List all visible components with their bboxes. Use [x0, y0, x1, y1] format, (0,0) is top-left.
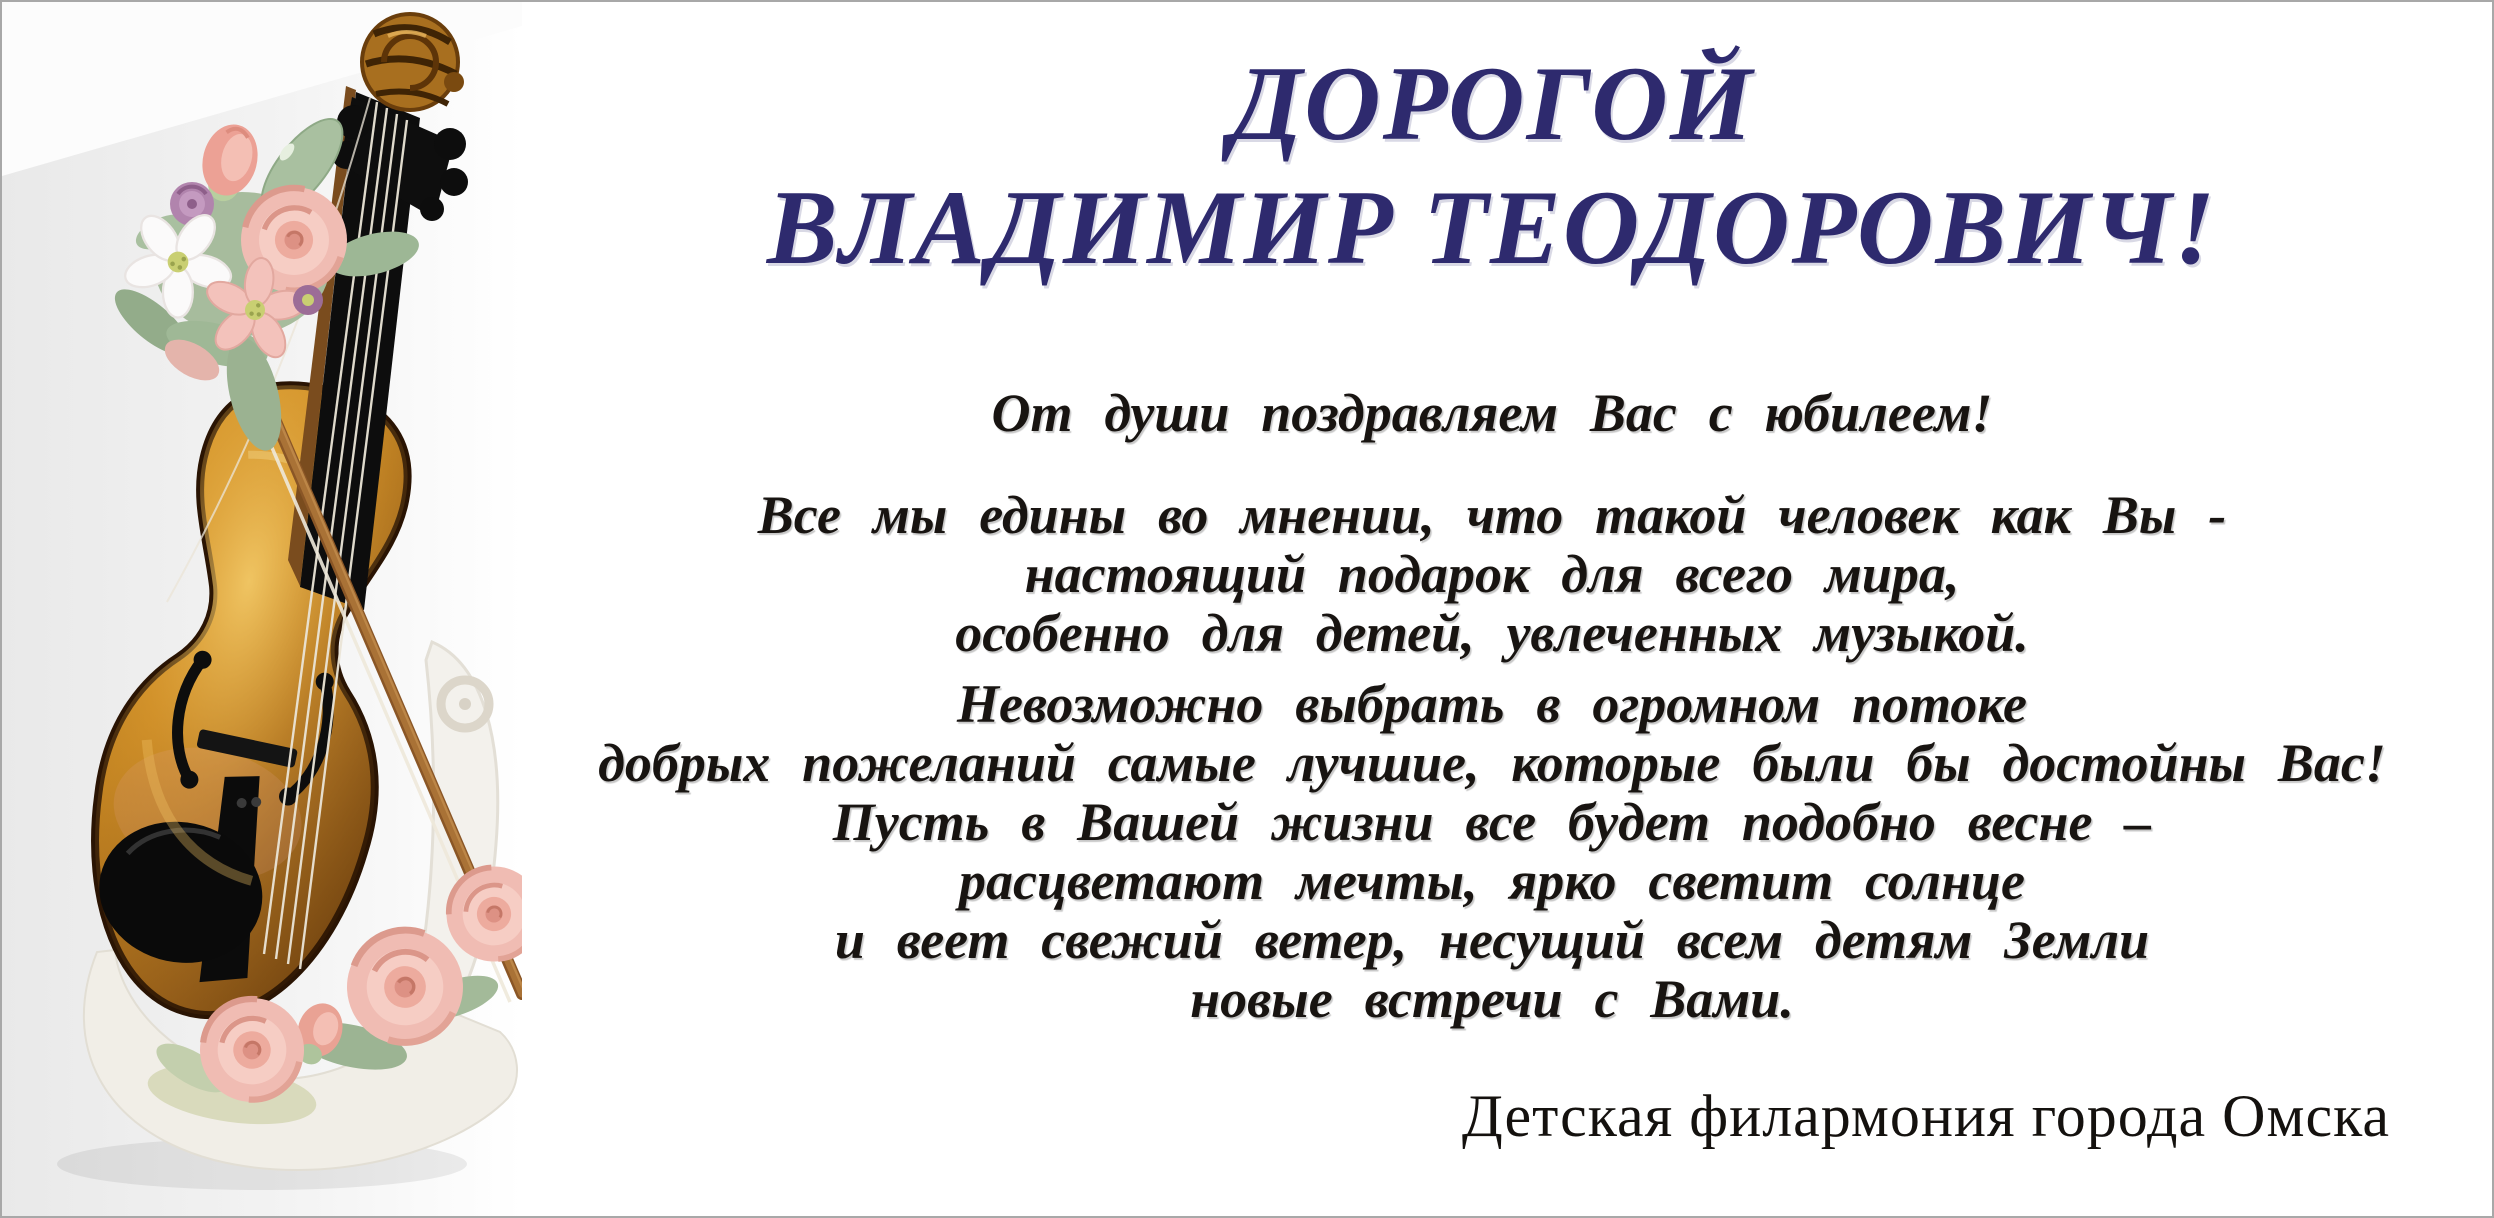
card-content: [502, 2, 2482, 1216]
dark-purple-flower-icon: [293, 285, 323, 315]
violin-figurine-illustration: [2, 2, 522, 1216]
title-line-2: ВЛАДИМИР ТЕОДОРОВИЧ!: [766, 169, 2218, 286]
message-line: Невозможно выбрать в огромном потоке: [956, 674, 2028, 734]
message-line: Все мы едины во мнении, что такой человек как Вы -: [757, 485, 2227, 545]
message-line: настоящий подарок для всего мира,: [1024, 544, 1960, 604]
message-paragraph-3: [502, 675, 2482, 1029]
message-line: Пусть в Вашей жизни все будет подобно весне –: [832, 792, 2152, 852]
message-line: и веет свежий ветер, несущий всем детям Земли: [834, 910, 2150, 970]
message-paragraph-2: [502, 486, 2482, 663]
title-line-1: ДОРОГОЙ: [1229, 45, 1755, 162]
signature: Детская филармония города Омска: [1461, 1083, 2390, 1149]
message-line: новые встречи с Вами.: [1190, 969, 1794, 1029]
message-line: От души поздравляем Вас с юбилеем!: [991, 383, 1993, 443]
message-line: добрых пожеланий самые лучшие, которые были бы достойны Вас!: [598, 733, 2386, 793]
message-line: расцветают мечты, ярко светит солнце: [959, 851, 2025, 911]
greeting-paragraph: [502, 384, 2482, 443]
message-line: особенно для детей, увлеченных музыкой.: [955, 603, 2029, 663]
card-title: [502, 42, 2482, 290]
